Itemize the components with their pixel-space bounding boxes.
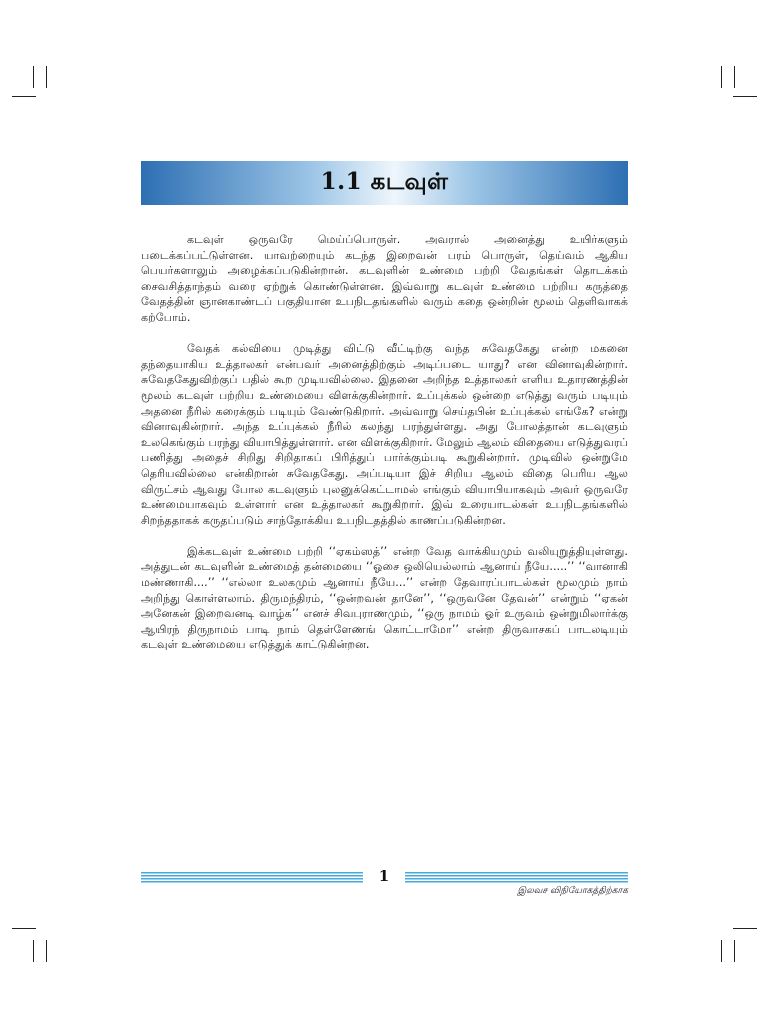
paragraph-2: வேதக் கல்வியை முடித்து விட்டு வீட்டிற்கு வந்த சுவேதகேது என்ற மகனை தந்தையாகிய உத்தாலகர் என்பவர் அனைத்திற்கும் அடிப்படை யாது? என வினாவுகின்றார். சுவேதகேதுவிற்குப் பதில் கூற முடியவில்லை. இதனை அறிந்த உத்தாலகர் எளிய உதாரணத்தின் மூலம் கடவுள் பற்றிய உண்மையை விளக்குகின்றார். உப்புக்கல் ஒன்றை எடுத்து வரும் படியும் அதனை நீரில் கரைக்கும் படியும் வேண்டுகிறார். அவ்வாறு செய்தபின் உப்புக்கல் எங்கே? என்று வினாவுகின்றார். அந்த உப்புக்கல் நீரில் கலந்து பரந்துள்ளது. அது போலத்தான் கடவுளும் உலகெங்கும் பரந்து வியாபித்துள்ளார். என விளக்குகிறார். மேலும் ஆலம் விதையை எடுத்துவரப் பணித்து அதைச் சிறிது சிறிதாகப் பிரித்துப் பார்க்கும்படி கூறுகின்றார். முடிவில் ஒன்றுமே தெரியவில்லை என்கிறான் சுவேதகேது. அப்படியா இச் சிறிய ஆலம் விதை பெரிய ஆல விருட்சம் ஆவது போல கடவுளும் புலனுக்கெட்டாமல் எங்கும் வியாபியாகவும் அவர் ஒருவரே உண்மையாகவும் உள்ளார் என உத்தாலகர் கூறுகிறார். இவ் உரையாடல்கள் உபநிடதங்களில் சிறந்ததாகக் கருதப்படும் சாந்தோக்கிய உபநிடதத்தில் காணப்படுகின்றன. bbox=[141, 342, 628, 527]
paragraph-1: கடவுள் ஒருவரே மெய்ப்பொருள். அவரால் அனைத்து உயிர்களும் படைக்கப்பட்டுள்ளன. யாவற்றையும் கடந்த இறைவன் பரம் பொருள், தெய்வம் ஆகிய பெயர்களாலும் அழைக்கப்படுகின்றான். கடவுளின் உண்மை பற்றி வேதங்கள் தொடக்கம் சைவசித்தாந்தம் வரை ஏற்றுக் கொண்டுள்ளன. இவ்வாறு கடவுள் உண்மை பற்றிய கருத்தை வேதத்தின் ஞானகாண்டப் பகுதியான உபநிடதங்களில் வரும் கதை ஒன்றின் மூலம் தெளிவாகக் கற்போம். bbox=[141, 233, 628, 324]
page-number: 1 bbox=[378, 867, 390, 885]
paragraph-3: இக்கடவுள் உண்மை பற்றி ‘‘ஏகம்ஸத்’’ என்ற வேத வாக்கியமும் வலியுறுத்தியுள்ளது. அத்துடன் கடவுளின் உண்மைத் தன்மையை ‘‘ஓசை ஒலியெல்லாம் ஆனாய் நீயே.....’’ ‘‘வானாகி மண்ணாகி....’’ ‘‘எல்லா உலகமும் ஆனாய் நீயே...’’ என்ற தேவாரப்பாடல்கள் மூலமும் நாம் அறிந்து கொள்ளலாம். திருமந்திரம், ‘‘ஒன்றவன் தானே’’, ‘‘ஒருவனே தேவன்’’ என்றும் ‘‘ஏகன் அனேகன் இறைவனடி வாழ்க’’ எனச் சிவபுராணமும், ‘‘ஒரு நாமம் ஓர் உருவம் ஒன்றுமிலார்க்கு ஆயிரந் திருநாமம் பாடி நாம் தெள்ளேணங் கொட்டாமோ’’ என்ற திருவாசகப் பாடலடியும் கடவுள் உண்மையை எடுத்துக் காட்டுகின்றன. bbox=[141, 544, 628, 652]
page-title: 1.1 கடவுள் bbox=[320, 168, 449, 195]
title-banner bbox=[141, 161, 628, 205]
body-text bbox=[141, 232, 628, 653]
footer-caption: இலவச விநியோகத்திற்காக bbox=[517, 886, 628, 896]
footer-rule-right bbox=[405, 872, 628, 884]
footer-rule-left bbox=[141, 872, 363, 884]
